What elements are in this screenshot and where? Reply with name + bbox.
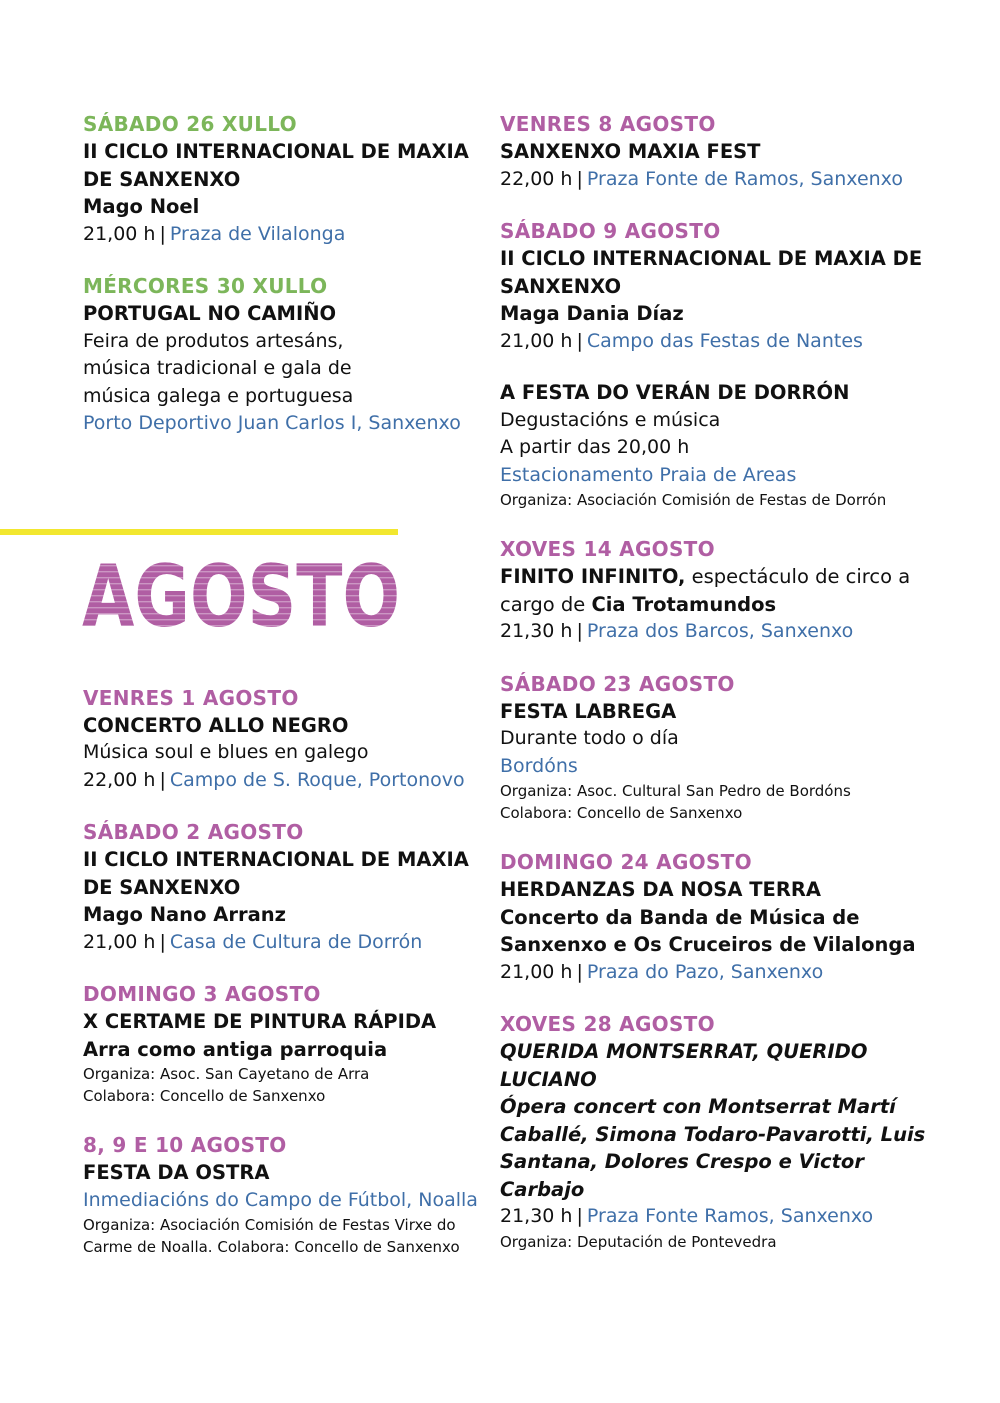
event-desc-line: Feira de produtos artesáns,: [83, 329, 344, 352]
event-title: X CERTAME DE PINTURA RÁPIDA: [83, 1010, 437, 1033]
event-date: SÁBADO 9 AGOSTO: [500, 219, 721, 243]
event-maxia-dorron: [83, 818, 483, 956]
event-time: 21,30 h: [500, 620, 573, 642]
separator: |: [576, 960, 583, 983]
event-time: 21,00 h: [83, 222, 156, 245]
month-heading-agosto: [82, 556, 402, 632]
event-date: VENRES 8 AGOSTO: [500, 112, 716, 136]
event-date: 8, 9 E 10 AGOSTO: [83, 1133, 287, 1157]
event-organizer: Organiza: Asoc. San Cayetano de Arra: [83, 1065, 370, 1083]
event-place: Praza do Pazo, Sanxenxo: [586, 960, 824, 983]
event-date: VENRES 1 AGOSTO: [83, 685, 299, 710]
separator: |: [576, 167, 583, 190]
event-date: MÉRCORES 30 XULLO: [83, 274, 328, 298]
event-time: 22,00 h: [83, 768, 156, 791]
event-time: 22,00 h: [500, 167, 573, 190]
event-title: A FESTA DO VERÁN DE DORRÓN: [500, 381, 850, 404]
left-column: [83, 110, 483, 1282]
event-time-place: [83, 767, 483, 795]
event-desc-line: música tradicional e gala de: [83, 357, 352, 379]
event-maxia-nantes: [500, 217, 940, 355]
event-date: SÁBADO 23 AGOSTO: [500, 671, 735, 696]
separator: |: [576, 620, 583, 642]
event-location: Porto Deportivo Juan Carlos I, Sanxenxo: [83, 412, 461, 434]
separator: |: [576, 1205, 583, 1227]
event-maxia-vilalonga: [83, 110, 483, 248]
month-heading-stripes: AGOSTO: [82, 556, 400, 632]
event-organizer: Organiza: Asociación Comisión de Festas de Dorrón: [500, 491, 887, 509]
event-title-company: Cia Trotamundos: [591, 592, 777, 616]
event-title-bold: FINITO INFINITO,: [500, 565, 686, 588]
event-title: II CICLO INTERNACIONAL DE MAXIA DE SANXENXO: [83, 848, 469, 899]
event-title: CONCERTO ALLO NEGRO: [83, 713, 349, 737]
event-title-rest: espectáculo de circo a cargo de: [500, 565, 911, 616]
event-date: DOMINGO 24 AGOSTO: [500, 850, 752, 874]
event-time-place: [500, 1203, 940, 1231]
event-subtitle: Concerto da Banda de Música de Sanxenxo e Os Cruceiros de Vilalonga: [500, 905, 916, 956]
event-date: XOVES 14 AGOSTO: [500, 537, 715, 561]
event-date: SÁBADO 2 AGOSTO: [83, 820, 304, 844]
event-desc-line: A partir das 20,00 h: [500, 436, 690, 458]
event-title: II CICLO INTERNACIONAL DE MAXIA DE SANXENXO: [500, 247, 923, 298]
event-collaborator: Colabora: Concello de Sanxenxo: [83, 1087, 326, 1105]
event-subtitle: Arra como antiga parroquia: [83, 1037, 388, 1061]
right-column: [500, 110, 940, 1277]
event-querida-montserrat: [500, 1010, 940, 1253]
event-subtitle: Mago Nano Arranz: [83, 903, 286, 926]
event-title: FESTA LABREGA: [500, 699, 677, 723]
event-subtitle: Mago Noel: [83, 195, 200, 218]
event-place: Praza Fonte de Ramos, Sanxenxo: [586, 167, 903, 190]
event-time-place: [500, 328, 940, 356]
event-title: PORTUGAL NO CAMIÑO: [83, 302, 337, 325]
event-maxia-fest: [500, 110, 940, 193]
event-time-place: [83, 221, 483, 249]
event-organizer: Organiza: Asociación Comisión de Festas Virxe do: [83, 1216, 456, 1234]
separator: |: [159, 222, 166, 245]
event-time-place: [500, 618, 940, 646]
event-subtitle: Maga Dania Díaz: [500, 302, 684, 325]
event-date: XOVES 28 AGOSTO: [500, 1012, 715, 1036]
event-time-place: [500, 959, 940, 987]
event-place: Campo das Festas de Nantes: [586, 329, 863, 352]
event-organizer: Carme de Noalla. Colabora: Concello de Sanxenxo: [83, 1238, 460, 1256]
event-collaborator: Colabora: Concello de Sanxenxo: [500, 804, 743, 822]
event-festa-da-ostra: [83, 1131, 483, 1258]
event-desc-line: Música soul e blues en galego: [83, 741, 369, 763]
event-title: SANXENXO MAXIA FEST: [500, 140, 761, 163]
event-festa-veran-dorron: [500, 379, 940, 511]
event-date: DOMINGO 3 AGOSTO: [83, 982, 321, 1006]
event-place: Casa de Cultura de Dorrón: [169, 930, 423, 953]
event-festa-labrega: [500, 670, 940, 825]
event-certame-pintura: [83, 980, 483, 1107]
yellow-divider: [0, 529, 398, 535]
event-title: II CICLO INTERNACIONAL DE MAXIA DE SANXENXO: [83, 140, 469, 191]
event-finito-infinito: [500, 535, 940, 646]
event-concerto-allo-negro: [83, 684, 483, 795]
separator: |: [159, 768, 166, 791]
event-time-place: [83, 929, 483, 957]
month-heading-text: AGOSTO: [82, 556, 400, 632]
event-place: Praza Fonte Ramos, Sanxenxo: [586, 1205, 874, 1227]
event-title: QUERIDA MONTSERRAT, QUERIDO LUCIANO: [500, 1040, 868, 1091]
event-title: FESTA DA OSTRA: [83, 1161, 270, 1184]
event-organizer: Organiza: Asoc. Cultural San Pedro de Bordóns: [500, 782, 851, 800]
event-desc-line: Durante todo o día: [500, 727, 679, 749]
event-organizer: Organiza: Deputación de Pontevedra: [500, 1232, 777, 1251]
event-location: Bordóns: [500, 754, 578, 777]
separator: |: [159, 930, 166, 953]
event-place: Praza dos Barcos, Sanxenxo: [586, 620, 854, 642]
event-location: Inmediacións do Campo de Fútbol, Noalla: [83, 1188, 478, 1211]
event-time: 21,00 h: [500, 960, 573, 983]
event-title: HERDANZAS DA NOSA TERRA: [500, 878, 821, 901]
event-title: [500, 563, 940, 618]
event-place: Praza de Vilalonga: [169, 222, 346, 245]
event-place: Campo de S. Roque, Portonovo: [169, 768, 465, 791]
event-herdanzas: [500, 848, 940, 986]
event-time: 21,30 h: [500, 1205, 573, 1227]
event-location: Estacionamento Praia de Areas: [500, 463, 797, 486]
event-desc-line: música galega e portuguesa: [83, 384, 354, 407]
event-portugal-no-camino: [83, 272, 483, 438]
event-desc-line: Degustacións e música: [500, 408, 721, 431]
event-date: SÁBADO 26 XULLO: [83, 112, 297, 136]
separator: |: [576, 329, 583, 352]
event-time: 21,00 h: [500, 329, 573, 352]
event-time-place: [500, 166, 940, 194]
event-subtitle: Ópera concert con Montserrat Martí Caballé, Simona Todaro-Pavarotti, Luis Santana, Dolores Crespo e Victor Carbajo: [500, 1095, 926, 1201]
event-time: 21,00 h: [83, 930, 156, 953]
